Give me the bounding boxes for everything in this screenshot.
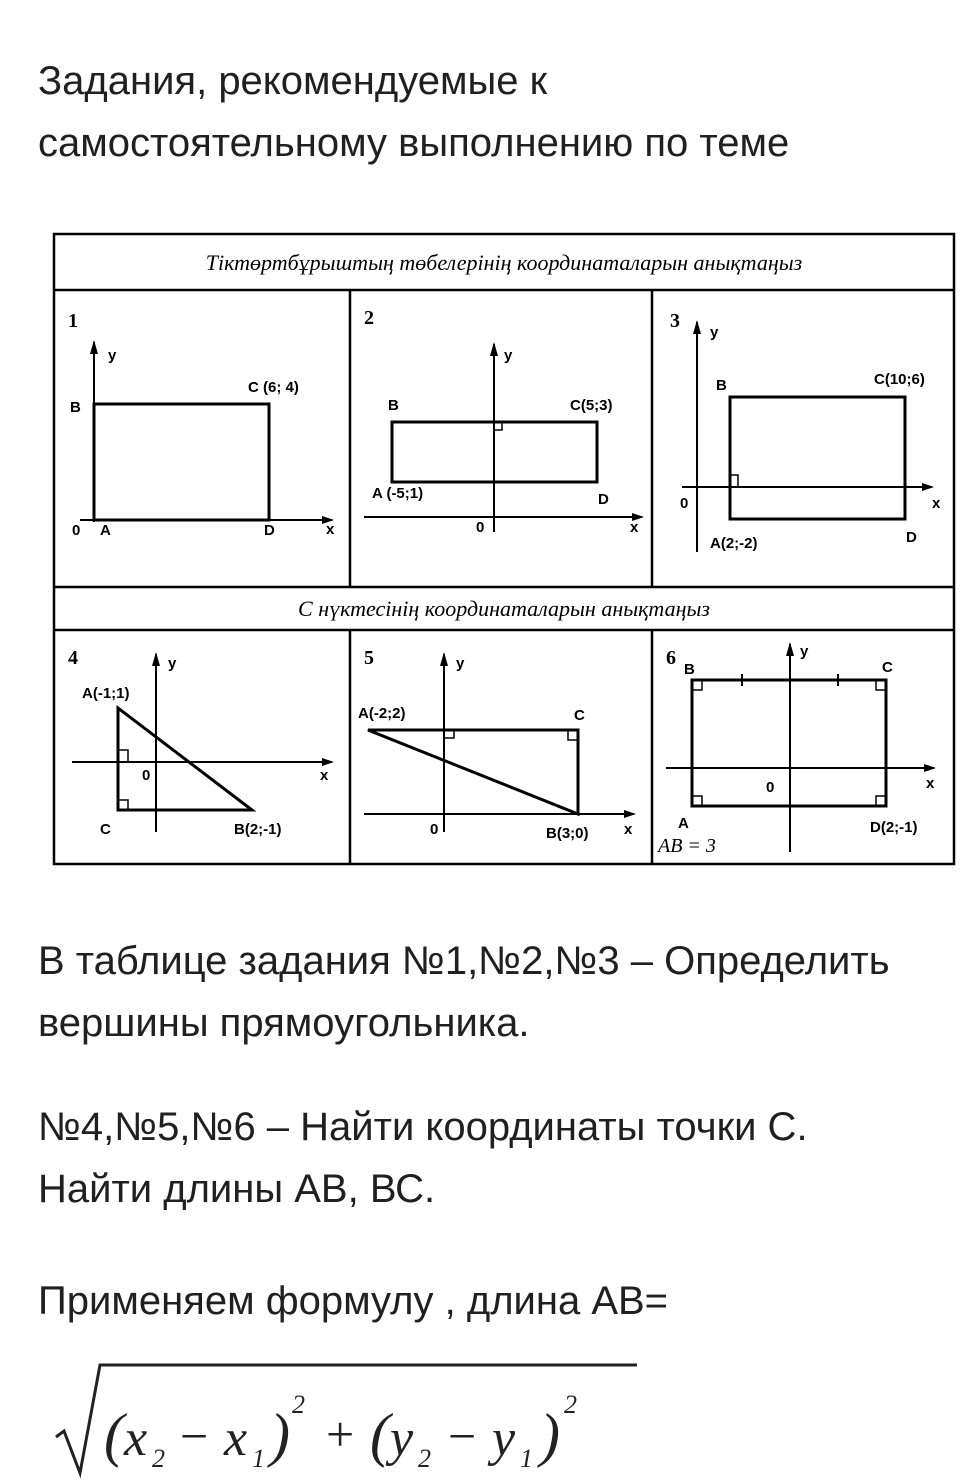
y-label: y: [168, 655, 177, 672]
origin-label: 0: [476, 519, 485, 536]
x-label: x: [624, 821, 633, 838]
ab-length-note: AB = 3: [658, 835, 716, 857]
panel-number: 2: [364, 307, 374, 329]
rectangle: [730, 397, 905, 519]
origin-label: 0: [72, 522, 81, 539]
point-c-label: C(10;6): [874, 371, 925, 388]
x-label: x: [630, 519, 639, 536]
task-4-6-line-1: №4,№5,№6 – Найти координаты точки С.: [38, 1105, 808, 1149]
x-axis-arrow: [922, 483, 934, 491]
task-4-6-line-2: Найти длины АВ, ВС.: [38, 1167, 436, 1211]
origin-label: 0: [142, 767, 151, 784]
sub: 2: [152, 1444, 165, 1473]
triangle: [368, 730, 578, 814]
point-a-label: A (-5;1): [372, 485, 424, 502]
point-d-label: D: [264, 522, 275, 539]
page-heading: [38, 50, 938, 174]
task-table-figure: [52, 232, 957, 868]
point-b-label: B(2;-1): [234, 821, 282, 838]
y-label: y: [710, 324, 719, 341]
x-axis-arrow: [322, 758, 334, 766]
origin-label: 0: [430, 821, 439, 838]
plus: +: [326, 1406, 355, 1462]
point-a-label: A(-2;2): [358, 705, 406, 722]
point-b-label: B(3;0): [546, 825, 589, 842]
point-a-label: A: [100, 522, 111, 539]
point-b-label: B: [716, 377, 727, 394]
caption-middle: С нүктесінің координаталарын анықтаңыз: [298, 596, 710, 621]
panel-number: 5: [364, 647, 374, 669]
origin-label: 0: [766, 779, 775, 796]
y-axis-arrow: [152, 652, 160, 666]
y-axis-arrow: [90, 340, 98, 354]
triangle: [118, 708, 252, 810]
task-1-3-text: [38, 930, 963, 1054]
x-label: x: [926, 775, 935, 792]
panel-number: 6: [666, 647, 676, 669]
point-c-label: C: [100, 821, 111, 838]
task-1-3-line-2: вершины прямоугольника.: [38, 1001, 530, 1045]
point-b-label: B: [388, 397, 399, 414]
exponent: 2: [292, 1390, 305, 1419]
y-axis-arrow: [490, 342, 498, 356]
point-c-label: C: [882, 659, 893, 676]
paren: ): [540, 1402, 560, 1468]
distance-formula: [52, 1355, 672, 1483]
panel-1: [68, 310, 335, 539]
point-a-label: A(-1;1): [82, 685, 130, 702]
rectangle: [94, 404, 269, 520]
formula-intro: Применяем формулу , длина АВ=: [38, 1279, 669, 1323]
heading-line-2: самостоятельному выполнению по теме: [38, 121, 790, 165]
point-d-label: D(2;-1): [870, 819, 918, 836]
y-axis-arrow: [440, 652, 448, 666]
exponent: 2: [564, 1390, 577, 1419]
panel-4: [68, 647, 334, 838]
caption-top: Тіктөртбұрыштың төбелерінің координаталарын анықтаңыз: [205, 250, 803, 275]
point-c-label: C(5;3): [570, 397, 613, 414]
y-axis-arrow: [693, 320, 701, 334]
paren: (: [104, 1402, 124, 1468]
var-x1: x: [224, 1410, 248, 1467]
y-label: y: [456, 655, 465, 672]
x-axis-arrow: [624, 810, 636, 818]
panel-number: 3: [670, 310, 680, 332]
var-x2: x: [124, 1410, 148, 1467]
y-label: y: [504, 347, 513, 364]
panel-3: [670, 310, 941, 552]
panel-2: [364, 307, 644, 536]
y-label: y: [800, 643, 809, 660]
y-axis-arrow: [786, 642, 794, 656]
sub: 1: [520, 1444, 533, 1473]
point-b-label: B: [70, 399, 81, 416]
sub: 1: [252, 1444, 265, 1473]
x-label: x: [932, 495, 941, 512]
point-b-label: B: [684, 661, 695, 678]
point-d-label: D: [906, 529, 917, 546]
minus: −: [180, 1408, 209, 1464]
paren: ): [270, 1402, 290, 1468]
panel-number: 1: [68, 310, 78, 332]
task-4-6-text: [38, 1096, 963, 1220]
heading-line-1: Задания, рекомендуемые к: [38, 59, 548, 103]
y-label: y: [108, 347, 117, 364]
point-c-label: C (6; 4): [248, 379, 299, 396]
var-y1: y: [492, 1410, 516, 1467]
panel-6: [656, 642, 936, 857]
point-a-label: A(2;-2): [710, 535, 758, 552]
point-a-label: A: [678, 815, 689, 832]
panel-5: [358, 647, 636, 842]
sub: 2: [418, 1444, 431, 1473]
x-label: x: [326, 521, 335, 538]
x-axis-arrow: [924, 764, 936, 772]
origin-label: 0: [680, 495, 689, 512]
task-1-3-line-1: В таблице задания №1,№2,№3 – Определить: [38, 939, 890, 983]
panel-number: 4: [68, 647, 78, 669]
minus: −: [448, 1408, 477, 1464]
table-border: [54, 234, 954, 864]
paren: (: [370, 1402, 390, 1468]
point-d-label: D: [598, 491, 609, 508]
x-label: x: [320, 767, 329, 784]
point-c-label: C: [574, 707, 585, 724]
var-y2: y: [390, 1410, 414, 1467]
